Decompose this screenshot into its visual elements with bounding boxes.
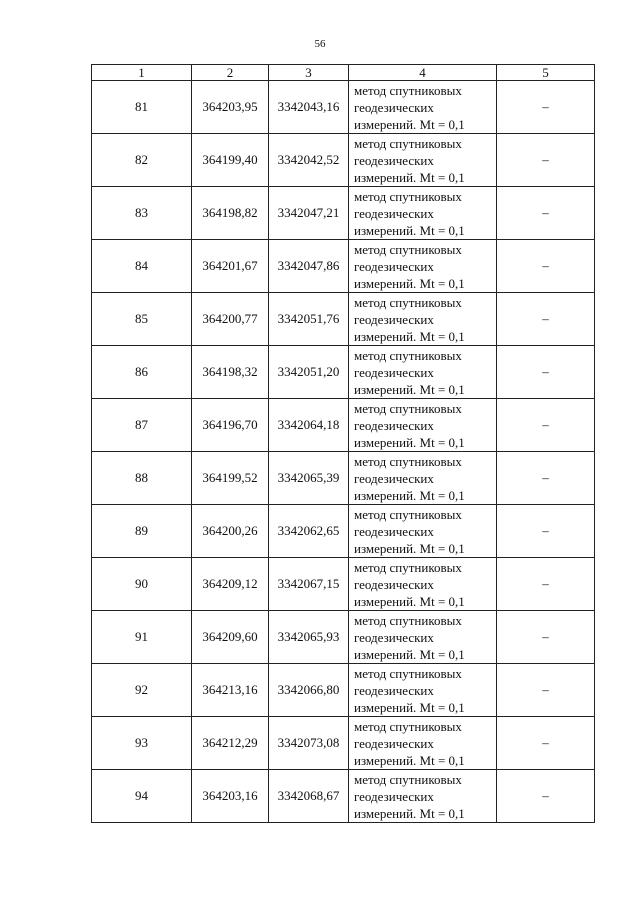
column-header: 2 [192,65,269,81]
method-cell [349,187,497,240]
table-row [92,346,595,399]
method-line: геодезических [354,682,434,698]
method-line: геодезических [354,470,434,486]
dash-cell: – [497,134,595,187]
method-line: метод спутниковых [354,506,462,522]
x-coordinate-cell: 364209,12 [192,558,269,611]
method-line: метод спутниковых [354,241,462,257]
method-line: геодезических [354,417,434,433]
method-line: геодезических [354,576,434,592]
point-number-cell: 86 [92,346,192,399]
table-row [92,452,595,505]
method-line: метод спутниковых [354,612,462,628]
method-cell [349,399,497,452]
point-number-cell: 88 [92,452,192,505]
y-coordinate-cell: 3342064,18 [269,399,349,452]
point-number-cell: 92 [92,664,192,717]
column-header: 3 [269,65,349,81]
method-cell [349,770,497,823]
point-number-cell: 93 [92,717,192,770]
table-row [92,240,595,293]
column-header: 4 [349,65,497,81]
method-line: измерений. Mt = 0,1 [354,222,465,238]
y-coordinate-cell: 3342065,39 [269,452,349,505]
y-coordinate-cell: 3342043,16 [269,81,349,134]
dash-cell: – [497,452,595,505]
method-line: геодезических [354,735,434,751]
method-cell [349,717,497,770]
method-line: измерений. Mt = 0,1 [354,487,465,503]
table-row [92,770,595,823]
dash-cell: – [497,240,595,293]
x-coordinate-cell: 364203,16 [192,770,269,823]
dash-cell: – [497,770,595,823]
y-coordinate-cell: 3342068,67 [269,770,349,823]
table-row [92,187,595,240]
y-coordinate-cell: 3342042,52 [269,134,349,187]
method-cell [349,81,497,134]
point-number-cell: 81 [92,81,192,134]
method-line: измерений. Mt = 0,1 [354,752,465,768]
point-number-cell: 87 [92,399,192,452]
method-line: геодезических [354,205,434,221]
point-number-cell: 84 [92,240,192,293]
y-coordinate-cell: 3342051,76 [269,293,349,346]
y-coordinate-cell: 3342065,93 [269,611,349,664]
dash-cell: – [497,558,595,611]
column-header: 5 [497,65,595,81]
point-number-cell: 82 [92,134,192,187]
point-number-cell: 83 [92,187,192,240]
x-coordinate-cell: 364196,70 [192,399,269,452]
method-line: метод спутниковых [354,347,462,363]
method-line: метод спутниковых [354,294,462,310]
y-coordinate-cell: 3342062,65 [269,505,349,558]
method-line: метод спутниковых [354,453,462,469]
method-line: геодезических [354,364,434,380]
dash-cell: – [497,293,595,346]
method-line: геодезических [354,152,434,168]
method-line: измерений. Mt = 0,1 [354,116,465,132]
dash-cell: – [497,664,595,717]
method-cell [349,452,497,505]
x-coordinate-cell: 364199,40 [192,134,269,187]
method-line: измерений. Mt = 0,1 [354,381,465,397]
column-header: 1 [92,65,192,81]
y-coordinate-cell: 3342047,86 [269,240,349,293]
table-row [92,558,595,611]
x-coordinate-cell: 364213,16 [192,664,269,717]
dash-cell: – [497,611,595,664]
method-line: геодезических [354,99,434,115]
method-line: измерений. Mt = 0,1 [354,699,465,715]
method-line: измерений. Mt = 0,1 [354,169,465,185]
method-line: метод спутниковых [354,771,462,787]
y-coordinate-cell: 3342073,08 [269,717,349,770]
table-row [92,611,595,664]
method-line: измерений. Mt = 0,1 [354,434,465,450]
x-coordinate-cell: 364201,67 [192,240,269,293]
method-line: метод спутниковых [354,135,462,151]
table-row [92,293,595,346]
method-line: геодезических [354,311,434,327]
method-line: измерений. Mt = 0,1 [354,328,465,344]
x-coordinate-cell: 364199,52 [192,452,269,505]
method-line: геодезических [354,629,434,645]
point-number-cell: 89 [92,505,192,558]
y-coordinate-cell: 3342067,15 [269,558,349,611]
table-row [92,664,595,717]
method-line: метод спутниковых [354,665,462,681]
dash-cell: – [497,81,595,134]
y-coordinate-cell: 3342047,21 [269,187,349,240]
method-cell [349,505,497,558]
method-cell [349,558,497,611]
point-number-cell: 94 [92,770,192,823]
method-cell [349,346,497,399]
dash-cell: – [497,399,595,452]
point-number-cell: 91 [92,611,192,664]
method-cell [349,293,497,346]
method-line: метод спутниковых [354,400,462,416]
table-row [92,717,595,770]
point-number-cell: 90 [92,558,192,611]
method-line: измерений. Mt = 0,1 [354,805,465,821]
method-cell [349,664,497,717]
dash-cell: – [497,717,595,770]
method-line: геодезических [354,523,434,539]
table-row [92,81,595,134]
method-line: метод спутниковых [354,82,462,98]
table-row [92,399,595,452]
table-row [92,505,595,558]
y-coordinate-cell: 3342066,80 [269,664,349,717]
method-line: метод спутниковых [354,188,462,204]
table-row [92,134,595,187]
point-number-cell: 85 [92,293,192,346]
method-line: измерений. Mt = 0,1 [354,593,465,609]
method-cell [349,240,497,293]
coordinates-table [91,64,595,823]
page-number: 56 [314,38,326,50]
x-coordinate-cell: 364198,82 [192,187,269,240]
method-line: метод спутниковых [354,718,462,734]
x-coordinate-cell: 364198,32 [192,346,269,399]
dash-cell: – [497,505,595,558]
y-coordinate-cell: 3342051,20 [269,346,349,399]
dash-cell: – [497,346,595,399]
x-coordinate-cell: 364212,29 [192,717,269,770]
dash-cell: – [497,187,595,240]
x-coordinate-cell: 364200,26 [192,505,269,558]
x-coordinate-cell: 364203,95 [192,81,269,134]
method-line: метод спутниковых [354,559,462,575]
method-line: измерений. Mt = 0,1 [354,275,465,291]
table-header-row [92,65,595,81]
method-cell [349,134,497,187]
x-coordinate-cell: 364209,60 [192,611,269,664]
method-line: измерений. Mt = 0,1 [354,540,465,556]
x-coordinate-cell: 364200,77 [192,293,269,346]
method-line: геодезических [354,258,434,274]
coordinates-table-body [92,65,595,823]
method-cell [349,611,497,664]
method-line: геодезических [354,788,434,804]
method-line: измерений. Mt = 0,1 [354,646,465,662]
